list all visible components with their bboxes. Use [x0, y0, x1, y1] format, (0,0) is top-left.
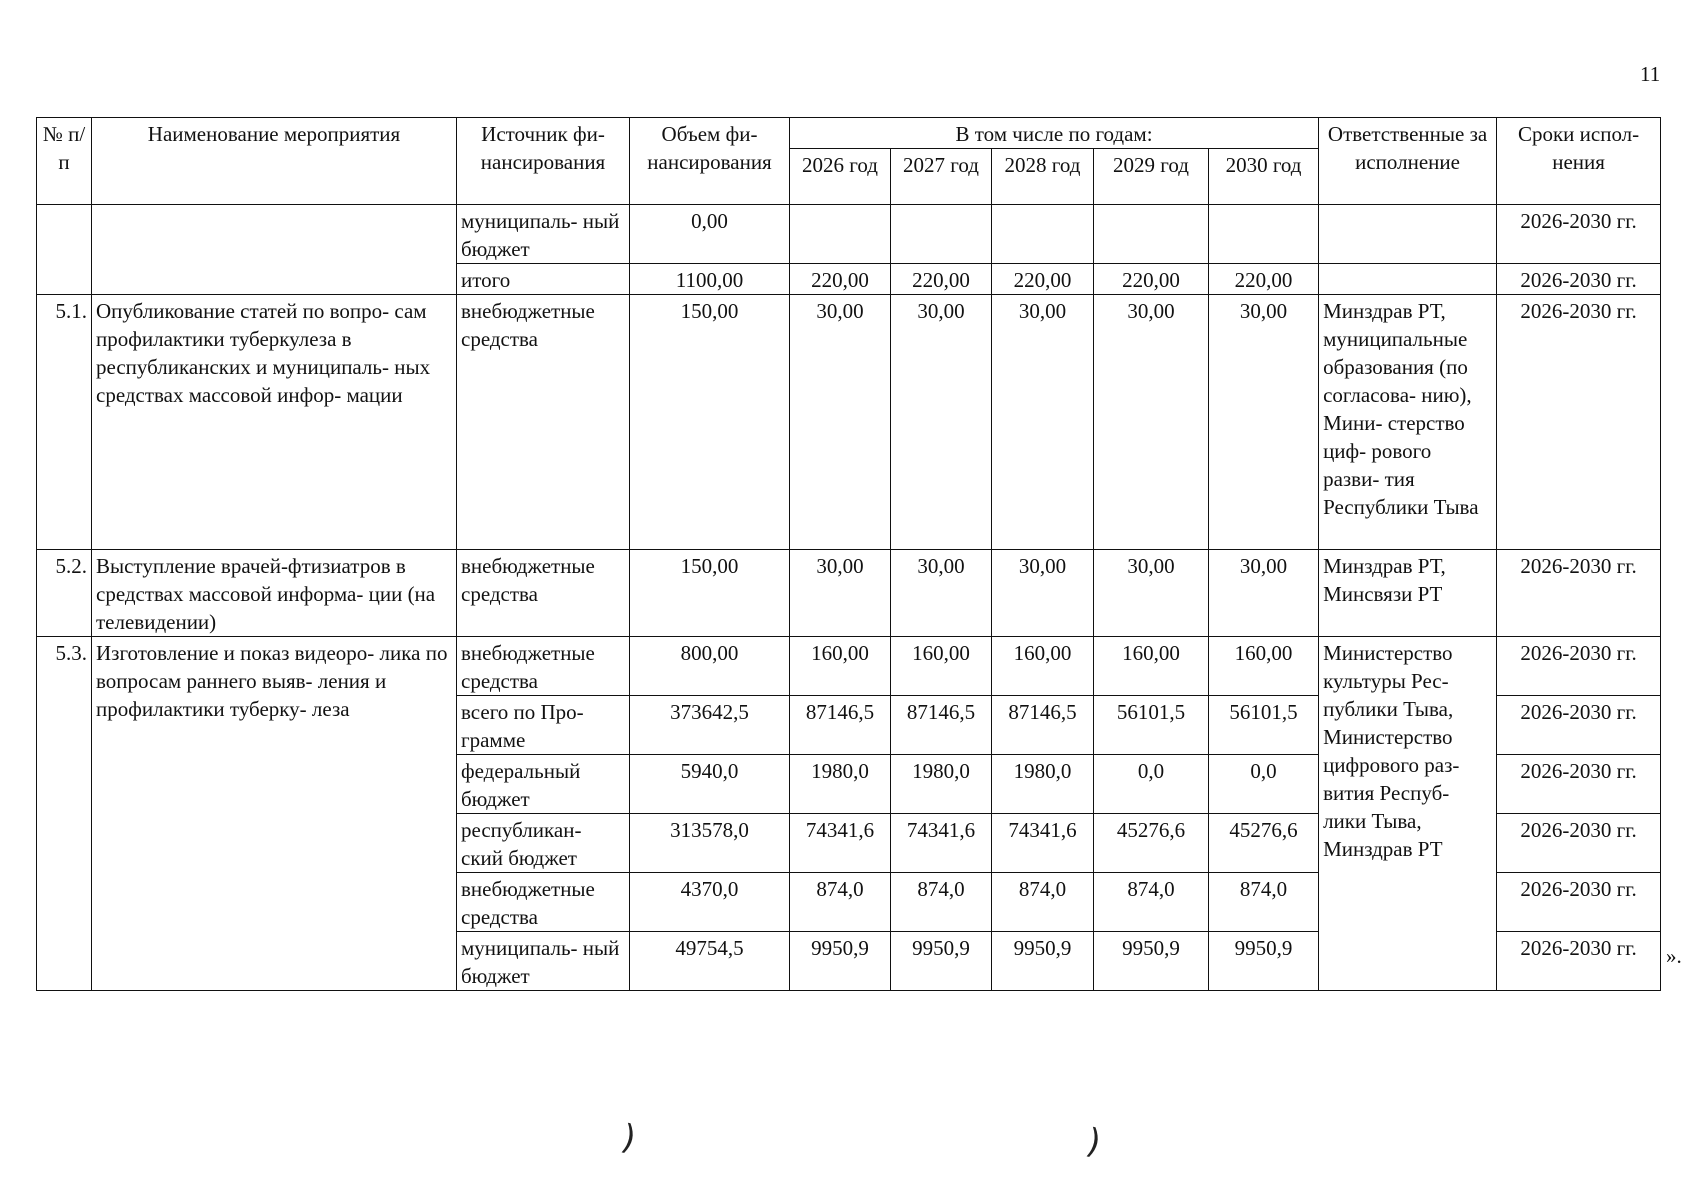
y2027-cell: 30,00 [891, 550, 992, 637]
y2029-cell: 56101,5 [1094, 696, 1209, 755]
header-2028: 2028 год [992, 149, 1094, 205]
deadline-cell: 2026-2030 гг. [1497, 873, 1661, 932]
header-2030: 2030 год [1209, 149, 1319, 205]
y2028-cell: 874,0 [992, 873, 1094, 932]
deadline-cell: 2026-2030 гг. [1497, 637, 1661, 696]
header-2027: 2027 год [891, 149, 992, 205]
source-cell: внебюджетные средства [457, 873, 630, 932]
y2030-cell: 30,00 [1209, 295, 1319, 550]
source-cell: муниципаль- ный бюджет [457, 932, 630, 991]
deadline-cell: 2026-2030 гг. [1497, 696, 1661, 755]
row-num-cell [37, 205, 92, 295]
y2027-cell: 874,0 [891, 873, 992, 932]
source-cell: федеральный бюджет [457, 755, 630, 814]
y2030-cell: 874,0 [1209, 873, 1319, 932]
y2029-cell: 30,00 [1094, 295, 1209, 550]
y2028-cell: 160,00 [992, 637, 1094, 696]
y2027-cell: 74341,6 [891, 814, 992, 873]
row-name-cell [92, 205, 457, 295]
header-2029: 2029 год [1094, 149, 1209, 205]
y2027-cell: 160,00 [891, 637, 992, 696]
y2030-cell: 160,00 [1209, 637, 1319, 696]
row-name-cell: Опубликование статей по вопро- сам профилактики туберкулеза в республиканских и муниципаль- ных средствах массовой инфор- мации [92, 295, 457, 550]
table-row [37, 205, 1661, 264]
header-source: Источник фи- нансирования [457, 118, 630, 205]
volume-cell: 1100,00 [630, 264, 790, 295]
volume-cell: 0,00 [630, 205, 790, 264]
y2026-cell: 1980,0 [790, 755, 891, 814]
deadline-cell: 2026-2030 гг. [1497, 550, 1661, 637]
table-row [37, 637, 1661, 696]
source-cell: всего по Про- грамме [457, 696, 630, 755]
y2030-cell: 0,0 [1209, 755, 1319, 814]
header-num: № п/п [37, 118, 92, 205]
y2027-cell: 9950,9 [891, 932, 992, 991]
y2028-cell: 30,00 [992, 550, 1094, 637]
source-cell: муниципаль- ный бюджет [457, 205, 630, 264]
y2029-cell: 45276,6 [1094, 814, 1209, 873]
y2027-cell: 1980,0 [891, 755, 992, 814]
y2030-cell: 220,00 [1209, 264, 1319, 295]
row-name-cell: Выступление врачей-фтизиатров в средствах массовой информа- ции (на телевидении) [92, 550, 457, 637]
deadline-cell: 2026-2030 гг. [1497, 755, 1661, 814]
source-cell: внебюджетные средства [457, 637, 630, 696]
source-cell: внебюджетные средства [457, 295, 630, 550]
y2029-cell: 9950,9 [1094, 932, 1209, 991]
deadline-cell: 2026-2030 гг. [1497, 205, 1661, 264]
y2026-cell: 30,00 [790, 295, 891, 550]
handwritten-mark: ) [1082, 1121, 1105, 1163]
header-volume: Объем фи- нансирования [630, 118, 790, 205]
y2028-cell: 1980,0 [992, 755, 1094, 814]
row-num-cell: 5.1. [37, 295, 92, 550]
header-responsible: Ответственные за исполнение [1319, 118, 1497, 205]
y2027-cell [891, 205, 992, 264]
handwritten-mark: ) [617, 1117, 640, 1159]
y2030-cell [1209, 205, 1319, 264]
deadline-cell: 2026-2030 гг. [1497, 295, 1661, 550]
y2029-cell: 0,0 [1094, 755, 1209, 814]
table-row [37, 550, 1661, 637]
y2028-cell: 87146,5 [992, 696, 1094, 755]
row-name-cell: Изготовление и показ видеоро- лика по вопросам раннего выяв- ления и профилактики туберку- леза [92, 637, 457, 991]
y2028-cell: 9950,9 [992, 932, 1094, 991]
volume-cell: 150,00 [630, 295, 790, 550]
y2028-cell: 30,00 [992, 295, 1094, 550]
y2026-cell: 874,0 [790, 873, 891, 932]
volume-cell: 313578,0 [630, 814, 790, 873]
source-cell: республикан- ский бюджет [457, 814, 630, 873]
y2030-cell: 30,00 [1209, 550, 1319, 637]
source-cell: итого [457, 264, 630, 295]
y2026-cell: 87146,5 [790, 696, 891, 755]
y2026-cell [790, 205, 891, 264]
closing-quote: ». [1666, 944, 1682, 968]
y2029-cell: 160,00 [1094, 637, 1209, 696]
page-number: 11 [1640, 62, 1661, 86]
program-table [36, 117, 1661, 991]
row-num-cell: 5.2. [37, 550, 92, 637]
header-row [37, 118, 1661, 149]
y2026-cell: 220,00 [790, 264, 891, 295]
responsible-cell: Минздрав РТ, Минсвязи РТ [1319, 550, 1497, 637]
y2027-cell: 220,00 [891, 264, 992, 295]
y2028-cell [992, 205, 1094, 264]
y2030-cell: 45276,6 [1209, 814, 1319, 873]
responsible-cell [1319, 205, 1497, 264]
y2027-cell: 30,00 [891, 295, 992, 550]
volume-cell: 800,00 [630, 637, 790, 696]
row-num-cell: 5.3. [37, 637, 92, 991]
responsible-cell: Минздрав РТ, муниципальные образования (по согласова- нию), Мини- стерство циф- рового разви- тия Республики Тыва [1319, 295, 1497, 550]
y2029-cell: 220,00 [1094, 264, 1209, 295]
header-name: Наименование мероприятия [92, 118, 457, 205]
y2028-cell: 74341,6 [992, 814, 1094, 873]
y2027-cell: 87146,5 [891, 696, 992, 755]
y2026-cell: 74341,6 [790, 814, 891, 873]
responsible-cell [1319, 264, 1497, 295]
y2026-cell: 160,00 [790, 637, 891, 696]
y2026-cell: 30,00 [790, 550, 891, 637]
header-2026: 2026 год [790, 149, 891, 205]
deadline-cell: 2026-2030 гг. [1497, 814, 1661, 873]
y2028-cell: 220,00 [992, 264, 1094, 295]
source-cell: внебюджетные средства [457, 550, 630, 637]
y2030-cell: 9950,9 [1209, 932, 1319, 991]
deadline-cell: 2026-2030 гг. [1497, 932, 1661, 991]
volume-cell: 150,00 [630, 550, 790, 637]
y2029-cell: 874,0 [1094, 873, 1209, 932]
volume-cell: 373642,5 [630, 696, 790, 755]
header-by-years: В том числе по годам: [790, 118, 1319, 149]
volume-cell: 5940,0 [630, 755, 790, 814]
deadline-cell: 2026-2030 гг. [1497, 264, 1661, 295]
y2029-cell [1094, 205, 1209, 264]
volume-cell: 4370,0 [630, 873, 790, 932]
y2030-cell: 56101,5 [1209, 696, 1319, 755]
volume-cell: 49754,5 [630, 932, 790, 991]
responsible-cell: Министерство культуры Рес- публики Тыва, Министерство цифрового раз- вития Респуб- лики Тыва, Минздрав РТ [1319, 637, 1497, 991]
table-row [37, 295, 1661, 550]
y2026-cell: 9950,9 [790, 932, 891, 991]
header-deadline: Сроки испол- нения [1497, 118, 1661, 205]
y2029-cell: 30,00 [1094, 550, 1209, 637]
